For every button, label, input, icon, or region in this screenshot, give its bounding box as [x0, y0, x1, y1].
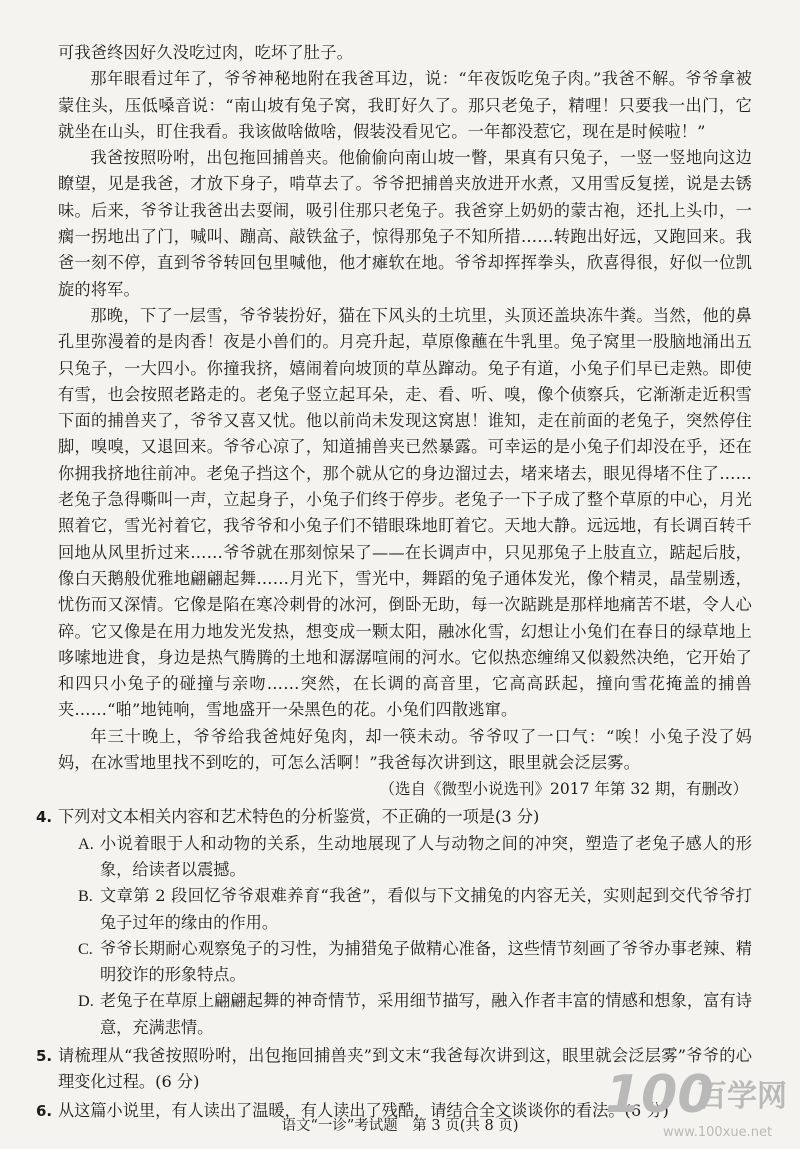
- option-d: [78, 988, 752, 1041]
- story-paragraph-2: 那年眼看过年了，爷爷神秘地附在我爸耳边，说：“年夜饭吃兔子肉。”我爸不解。爷爷拿被蒙住头，压低嗓音说：“南山坡有兔子窝，我盯好久了。那只老兔子，精哩！只要我一出门，它就坐在山头，盯住我看。我该做啥做啥，假装没看见它。一年都没惹它，现在是时候啦！”: [58, 69, 752, 141]
- exam-page: [36, 40, 752, 1124]
- watermark-logo: [605, 1060, 795, 1142]
- question-text: 从这篇小说里，有人读出了温暖，有人读出了残酷，请结合全文谈谈你的看法。(6 分): [58, 1100, 669, 1120]
- option-letter: C.: [78, 939, 93, 958]
- question-number: 5.: [36, 1046, 53, 1065]
- story-paragraph-4: 那晚，下了一层雪，爷爷装扮好，猫在下风头的土坑里，头顶还盖块冻牛粪。当然，他的鼻孔里弥漫着的是肉香！夜是小兽们的。月亮升起，草原像蘸在牛乳里。兔子窝里一股脑地涌出五只兔子，一大四小。你撞我挤，嬉闹着向坡顶的草丛蹿动。兔子有道，小兔子们早已走熟。即使有雪，也会按照老路走的。老兔子竖立起耳朵，走、看、听、嗅，像个侦察兵，它渐渐走近积雪下面的捕兽夹了，爷爷又喜又忧。他以前尚未发现这窝崽！谁知，走在前面的老兔子，突然停住脚，嗅嗅，又退回来。爷爷心凉了，知道捕兽夹已然暴露。可幸运的是小兔子们却没在乎，还在你拥我挤地往前冲。老兔子挡这个，那个就从它的身边溜过去，堵来堵去，眼见得堵不住了……老兔子急得嘶叫一声，立起身子，小兔子们终于停步。老兔子一下子成了整个草原的中心，月光照着它，雪光衬着它，我爷爷和小兔子们不错眼珠地盯着它。天地大静。远远地，有长调百转千回地从风里折过来……爷爷就在那刻惊呆了——在长调声中，只见那兔子上肢直立，踮起后肢，像白天鹅般优雅地翩翩起舞……月光下，雪光中，舞蹈的兔子通体发光，像个精灵，晶莹剔透，忧伤而又深情。它像是陷在寒冷刺骨的冰河，倒卧无助，每一次踮跳是那样地痛苦不堪，令人心碎。它又像是在用力地发光发热，想变成一颗太阳，融冰化雪，幻想让小兔们在春日的绿草地上哆嗦地进食，身边是热气腾腾的土地和潺潺喧闹的河水。它似热恋缠绵又似毅然决绝，它开始了和四只小兔子的碰撞与亲吻……突然，在长调的高音里，它高高跃起，撞向雪花掩盖的捕兽夹……“啪”地钝响，雪地盛开一朵黑色的花。小兔们四散逃窜。: [58, 305, 752, 720]
- watermark-url: www.100xue.net: [663, 1125, 773, 1140]
- option-c: [78, 936, 752, 989]
- option-letter: D.: [78, 992, 94, 1011]
- option-b: [78, 883, 752, 936]
- option-text: 小说着眼于人和动物的关系，生动地展现了人与动物之间的冲突，塑造了老兔子感人的形象，给读者以震撼。: [100, 833, 752, 879]
- watermark-brand: 百学网: [697, 1079, 787, 1114]
- option-text: 文章第 2 段回忆爷爷艰难养育“我爸”，看似与下文捕兔的内容无关，实则起到交代爷爷打兔子过年的缘由的作用。: [100, 886, 752, 932]
- source-citation: （选自《微型小说选刊》2017 年第 32 期，有删改）: [379, 780, 748, 799]
- option-letter: A.: [78, 834, 94, 853]
- question-4: [36, 804, 752, 1041]
- question-text: 下列对文本相关内容和艺术特色的分析鉴赏，不正确的一项是(3 分): [58, 807, 540, 827]
- page-footer: 语文“一诊”考试题 第 3 页(共 8 页): [281, 1118, 519, 1134]
- question-text: 请梳理从“我爸按照吩咐，出包拖回捕兽夹”到文末“我爸每次讲到这，眼里就会泛层雾”爷爷的心理变化过程。(6 分): [58, 1045, 752, 1092]
- story-paragraph-5: 年三十晚上，爷爷给我爸炖好兔肉，却一筷未动。爷爷叹了一口气：“唉！小兔子没了妈妈，在冰雪地里找不到吃的，可怎么活啊！”我爸每次讲到这，眼里就会泛层雾。: [58, 726, 752, 773]
- option-text: 爷爷长期耐心观察兔子的习性，为捕猎兔子做精心准备，这些情节刻画了爷爷办事老辣、精明狡诈的形象特点。: [100, 938, 752, 985]
- watermark-logo-number: 100: [605, 1065, 714, 1125]
- question-number: 6.: [36, 1101, 53, 1120]
- story-paragraph-3: 我爸按照吩咐，出包拖回捕兽夹。他偷偷向南山坡一瞥，果真有只兔子，一竖一竖地向这边瞭望，见是我爸，才放下身子，啃草去了。爷爷把捕兽夹放进开水煮，又用雪反复搓，说是去锈味。后来，爷爷让我爸出去耍闹，吸引住那只老兔子。我爸穿上奶奶的蒙古袍，还扎上头巾，一瘸一拐地出了门，喊叫、蹦高、敲铁盆子，惊得那兔子不知所措……转跑出好远，又跑回来。我爸一刻不停，直到爷爷转回包里喊他，他才瘫软在地。爷爷却挥挥拳头，欣喜得很，好似一位凯旋的将军。: [58, 148, 752, 299]
- option-letter: B.: [78, 887, 93, 906]
- question-number: 4.: [36, 808, 53, 827]
- option-text: 老兔子在草原上翩翩起舞的神奇情节，采用细节描写，融入作者丰富的情感和想象，富有诗意，充满悲情。: [100, 991, 752, 1037]
- story-paragraph-1: 可我爸终因好久没吃过肉，吃坏了肚子。: [58, 43, 353, 62]
- option-a: [78, 831, 752, 884]
